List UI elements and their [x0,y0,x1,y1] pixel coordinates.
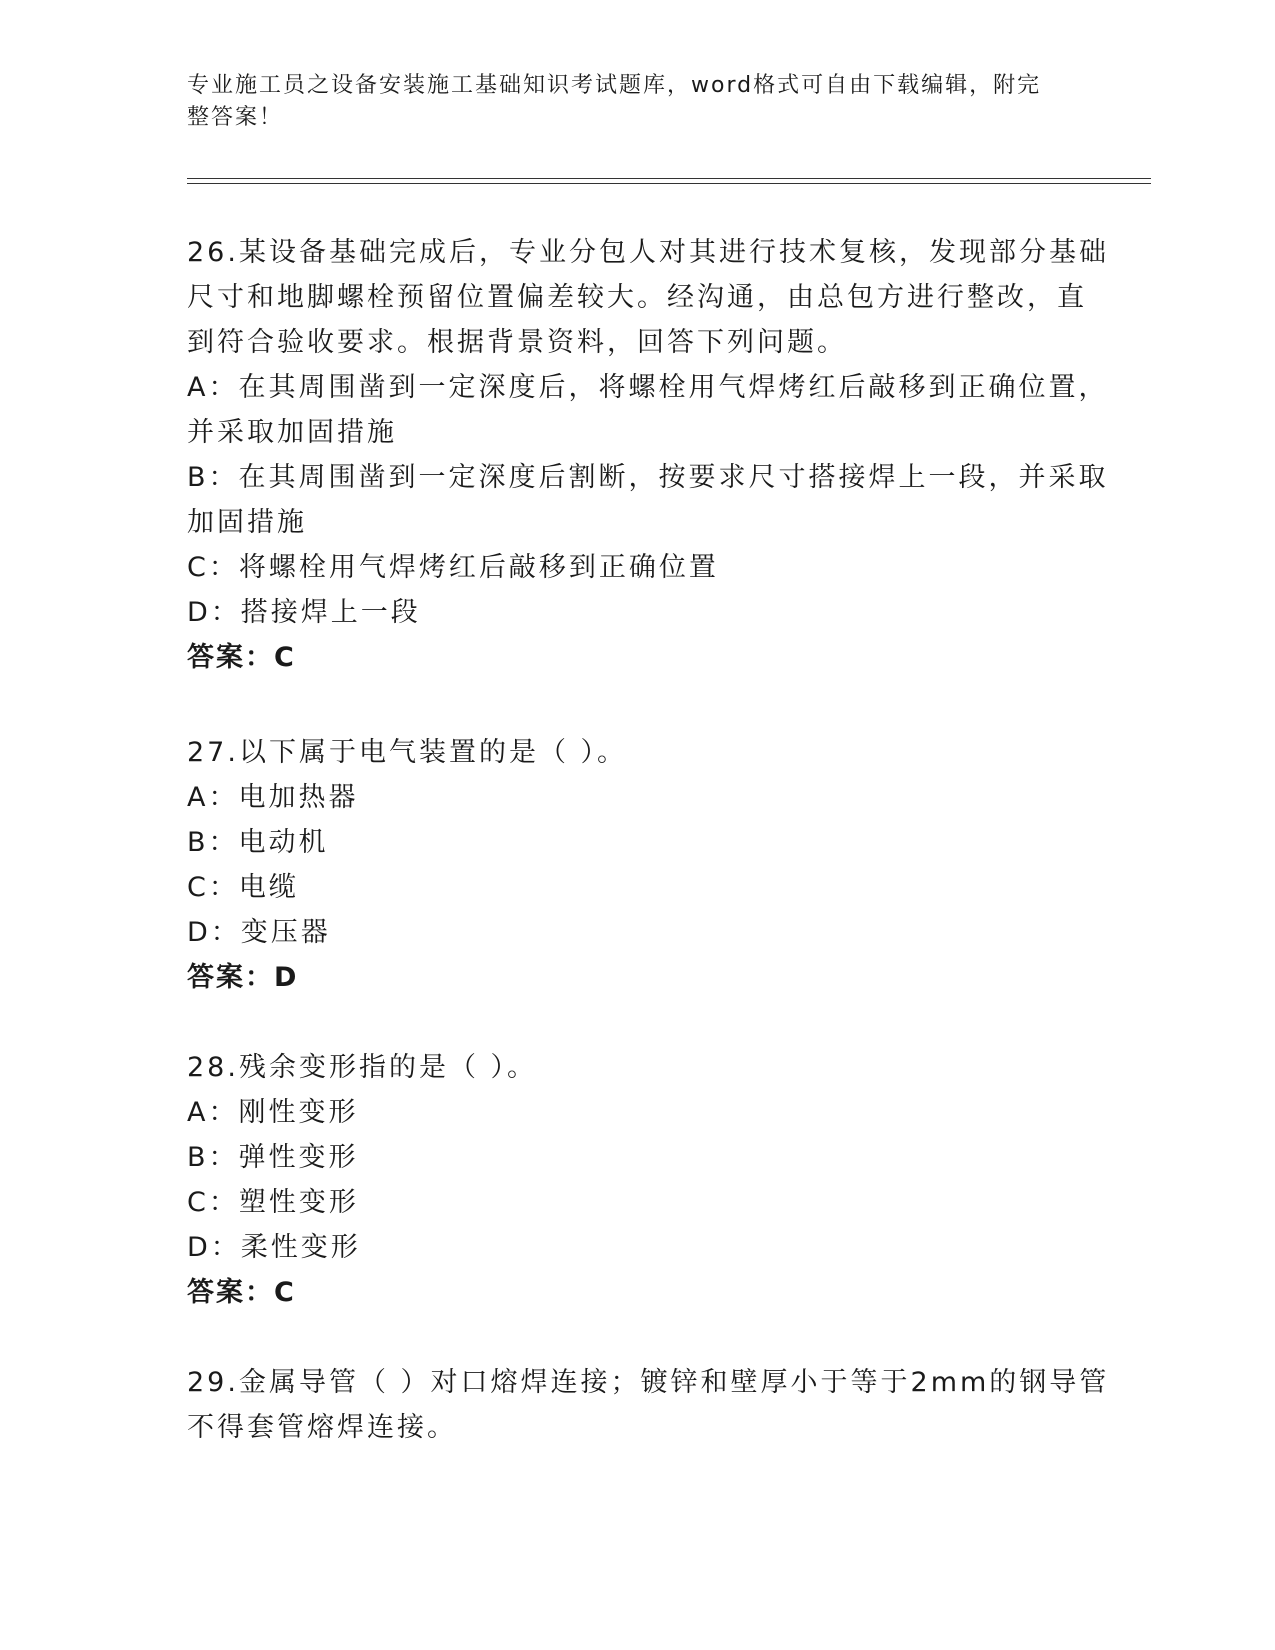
option-a: 并采取加固措施 [187,417,397,448]
option-b: B：电动机 [187,827,329,858]
document-header [187,70,1067,134]
option-a: A：电加热器 [187,782,359,813]
question-26 [187,230,1109,680]
question-27 [187,730,1077,1000]
answer: 答案：C [187,642,296,673]
question-stem: 到符合验收要求。根据背景资料，回答下列问题。 [187,327,847,358]
option-d: D：柔性变形 [187,1232,361,1263]
question-stem: 26.某设备基础完成后，专业分包人对其进行技术复核，发现部分基础 [187,237,1109,268]
question-stem: 28.残余变形指的是（ ）。 [187,1052,538,1083]
option-c: C：将螺栓用气焊烤红后敲移到正确位置 [187,552,719,583]
answer: 答案：C [187,1277,296,1308]
option-c: C：塑性变形 [187,1187,359,1218]
question-stem: 29.金属导管（ ）对口熔焊连接；镀锌和壁厚小于等于2mm的钢导管 [187,1367,1110,1398]
question-stem: 尺寸和地脚螺栓预留位置偏差较大。经沟通，由总包方进行整改，直 [187,282,1087,313]
question-stem: 不得套管熔焊连接。 [187,1412,457,1443]
option-b: 加固措施 [187,507,307,538]
question-29 [187,1360,1110,1450]
option-b: B：在其周围凿到一定深度后割断，按要求尺寸搭接焊上一段，并采取 [187,462,1109,493]
header-line: 专业施工员之设备安装施工基础知识考试题库，word格式可自由下载编辑，附完 [187,73,1042,98]
option-b: B：弹性变形 [187,1142,359,1173]
header-divider-top [187,178,1151,179]
option-a: A：刚性变形 [187,1097,359,1128]
question-28 [187,1045,1077,1315]
option-a: A：在其周围凿到一定深度后，将螺栓用气焊烤红后敲移到正确位置， [187,372,1109,403]
answer: 答案：D [187,962,299,993]
option-d: D：变压器 [187,917,331,948]
header-line: 整答案！ [187,105,284,130]
header-divider-bottom [187,183,1151,184]
question-stem: 27.以下属于电气装置的是（ ）。 [187,737,628,768]
option-c: C：电缆 [187,872,299,903]
option-d: D：搭接焊上一段 [187,597,421,628]
